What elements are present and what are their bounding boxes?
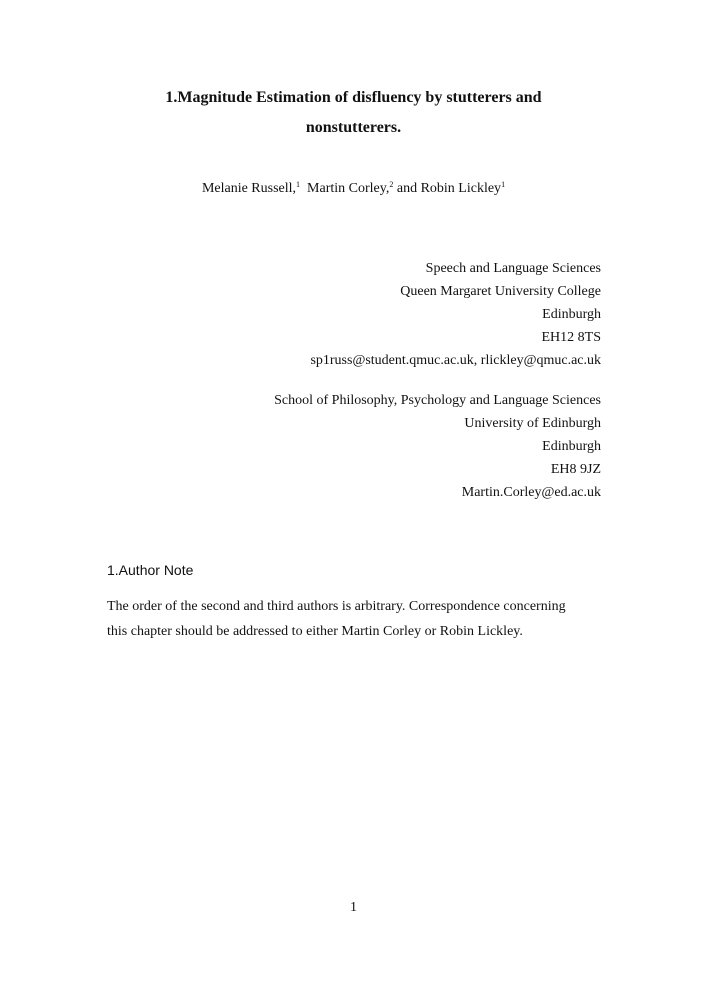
paper-title-line-2: nonstutterers.: [305, 119, 402, 136]
affiliation-email: sp1russ@student.qmuc.ac.uk, rlickley@qmuc.ac.uk: [310, 353, 601, 368]
affiliation-email: Martin.Corley@ed.ac.uk: [461, 485, 601, 500]
affiliation-line: EH8 9JZ: [550, 462, 601, 477]
author-list: [0, 180, 707, 198]
affiliation-line: Speech and Language Sciences: [425, 261, 601, 276]
paper-title-line-1: 1.Magnitude Estimation of disfluency by stutterers and: [165, 89, 542, 106]
author-name: Martin Corley,: [307, 181, 390, 196]
affiliation-line: Queen Margaret University College: [400, 284, 601, 299]
author-name: and Robin Lickley: [396, 181, 502, 196]
page-number: 1: [350, 900, 357, 915]
affiliation-line: Edinburgh: [542, 307, 601, 322]
author-affiliation-mark: 2: [389, 180, 394, 189]
affiliation-line: EH12 8TS: [541, 330, 601, 345]
author-affiliation-mark: 1: [296, 180, 301, 189]
paragraph-line: The order of the second and third authors is arbitrary. Correspondence concerning: [107, 599, 566, 614]
affiliation-line: School of Philosophy, Psychology and Language Sciences: [274, 393, 601, 408]
affiliation-line: Edinburgh: [542, 439, 601, 454]
author-name: Melanie Russell,: [201, 181, 297, 196]
affiliation-line: University of Edinburgh: [464, 416, 601, 431]
author-affiliation-mark: 1: [501, 180, 506, 189]
paragraph-line: this chapter should be addressed to either Martin Corley or Robin Lickley.: [107, 624, 523, 639]
author-note-heading: 1.Author Note: [107, 562, 194, 578]
